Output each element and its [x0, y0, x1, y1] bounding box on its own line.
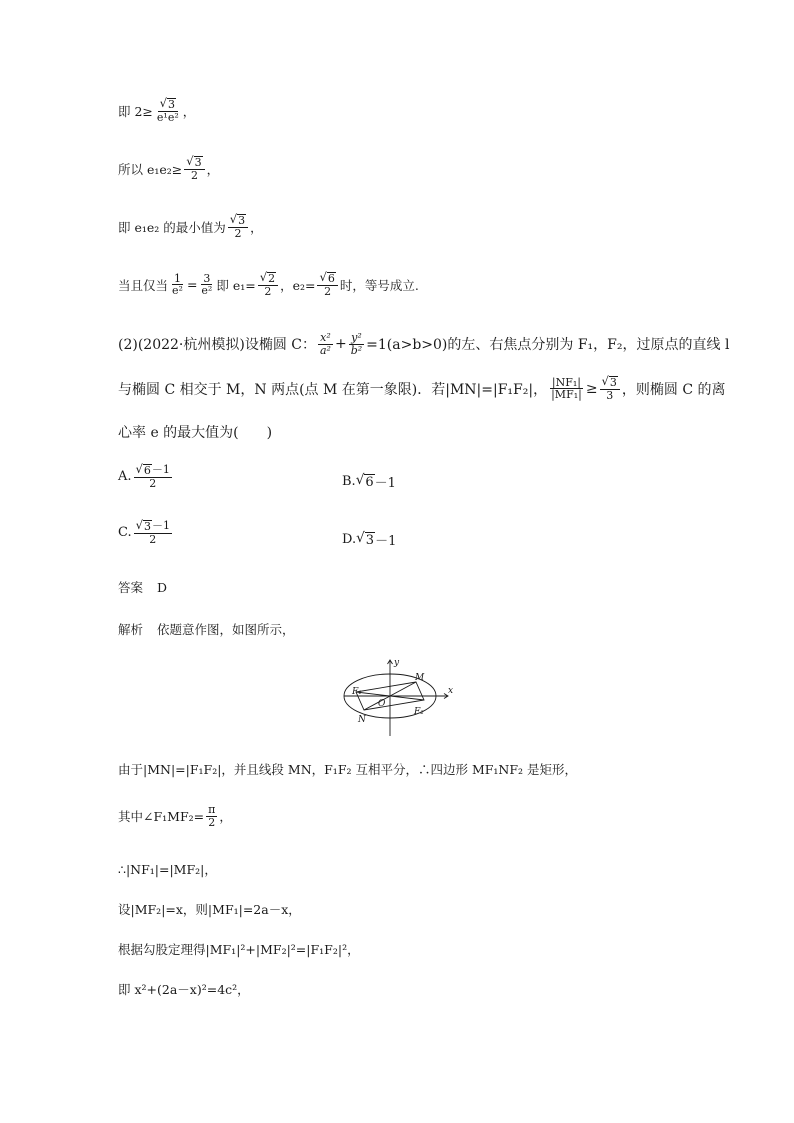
line-2-denominator: 2 — [190, 168, 198, 182]
option-b-label: B. — [342, 474, 356, 489]
solution-line-4 — [118, 272, 419, 297]
solution-step-2 — [118, 804, 232, 828]
solution-step-5 — [118, 940, 360, 958]
line-3-radicand: 3 — [238, 214, 246, 227]
line-4-text-c: ，e₂= — [280, 277, 316, 293]
option-d[interactable]: D. √ 3 －1 — [342, 529, 397, 549]
answer-value: D — [157, 579, 168, 595]
line-3-prefix: 即 e₁e₂ 的最小值为 — [118, 219, 226, 235]
line-4-equals: = — [186, 277, 198, 293]
option-c-label: C. — [118, 525, 132, 541]
solution-line-2 — [118, 156, 219, 181]
question-line-1-text-a: (2)(2022·杭州模拟)设椭圆 C： — [118, 337, 316, 354]
question-fraction-y-den: b² — [350, 343, 363, 357]
line-4-text-a: 当且仅当 — [118, 277, 169, 293]
option-b-rest: －1 — [374, 476, 396, 491]
line-1-fraction: √ 3 e¹e² — [156, 96, 179, 124]
line-3-suffix: ， — [250, 219, 263, 235]
solution-line-1 — [118, 98, 195, 123]
solution-step-2-text-b: ， — [219, 809, 232, 825]
line-3-denominator: 2 — [234, 226, 242, 240]
label-m: M — [415, 673, 425, 683]
label-x: x — [448, 686, 454, 696]
option-c-fraction: √ 3 －1 2 — [135, 518, 170, 546]
line-4-fraction-3-radicand: 2 — [268, 272, 276, 285]
solution-step-4 — [118, 900, 301, 918]
option-d-label: D. — [342, 532, 357, 547]
ellipse-figure — [340, 656, 460, 738]
line-1-radicand: 3 — [168, 98, 175, 111]
line-1-suffix: ， — [182, 103, 196, 119]
option-c-den: 2 — [149, 532, 157, 546]
line-4-fraction-3-den: 2 — [264, 284, 272, 298]
question-sqrt3-radicand: 3 — [609, 376, 617, 389]
option-a-fraction: √ 6 －1 2 — [135, 462, 170, 490]
question-line-3-text: 心率 e 的最大值为( ) — [118, 425, 273, 441]
question-ge: ≥ — [585, 380, 598, 397]
question-fraction-x-num: x² — [320, 331, 331, 344]
analysis-label: 解析 — [118, 622, 144, 637]
option-a[interactable] — [118, 464, 174, 489]
option-d-radicand: 3 — [365, 532, 375, 548]
line-4-fraction-1-num: 1 — [173, 271, 181, 285]
line-2-radicand: 3 — [194, 156, 202, 169]
label-n: N — [358, 715, 366, 725]
question-ratio-num: |NF₁| — [551, 375, 581, 389]
solution-step-3 — [118, 860, 217, 878]
question-line-2-text-a: 与椭圆 C 相交于 M，N 两点(点 M 在第一象限)．若|MN|=|F₁F₂|， — [118, 381, 548, 398]
line-2-fraction: √ 3 2 — [184, 156, 204, 181]
solution-step-2-num: π — [208, 803, 216, 816]
question-line-1 — [118, 332, 729, 356]
label-f1: F₁ — [352, 687, 362, 697]
solution-step-1-text: 由于|MN|=|F₁F₂|，并且线段 MN，F₁F₂ 互相平分，∴四边形 MF₁NF₂ 是矩形， — [118, 762, 578, 777]
solution-step-4-text: 设|MF₂|=x，则|MF₁|=2a－x， — [118, 902, 301, 917]
label-o: O — [378, 699, 386, 709]
question-line-3 — [118, 422, 272, 442]
line-3-fraction: √ 3 2 — [228, 214, 248, 239]
solution-line-3 — [118, 214, 263, 239]
option-d-rest: －1 — [375, 534, 397, 549]
line-2-prefix: 所以 e₁e₂≥ — [118, 161, 183, 177]
option-a-num-rest: －1 — [151, 463, 170, 476]
analysis-text: 依题意作图，如图所示， — [157, 622, 295, 637]
line-4-text-b: 即 e₁= — [216, 277, 256, 293]
question-fraction-y — [349, 332, 364, 356]
solution-step-1 — [118, 760, 577, 778]
line-4-fraction-2-num: 3 — [203, 271, 211, 285]
line-4-fraction-4-radicand: 6 — [327, 272, 335, 285]
line-4-fraction-2 — [199, 273, 214, 297]
question-line-2-text-b: ，则椭圆 C 的离 — [621, 381, 726, 398]
question-plus: + — [334, 336, 347, 353]
question-ratio-fraction — [549, 377, 584, 401]
question-fraction-x-den: a² — [320, 343, 331, 357]
question-line-1-text-b: =1(a>b>0)的左、右焦点分别为 F₁，F₂，过原点的直线 l — [366, 337, 730, 354]
answer-line — [118, 578, 167, 596]
label-y: y — [394, 658, 400, 668]
line-2-suffix: ， — [206, 161, 220, 177]
solution-step-6 — [118, 980, 250, 998]
line-1-denominator: e¹e² — [156, 110, 179, 124]
line-4-fraction-1-den: e² — [172, 284, 183, 298]
solution-step-2-fraction — [206, 804, 217, 828]
question-sqrt3-den: 3 — [606, 388, 614, 402]
solution-step-3-text: ∴|NF₁|=|MF₂|， — [118, 862, 217, 877]
answer-label: 答案 — [118, 580, 144, 595]
line-4-fraction-4: √ 6 2 — [317, 272, 337, 297]
question-fraction-y-num: y² — [351, 331, 362, 344]
line-4-fraction-2-den: e² — [201, 284, 213, 298]
option-a-radicand: 6 — [143, 464, 151, 477]
option-a-label: A. — [118, 469, 132, 485]
option-c-radicand: 3 — [143, 520, 151, 533]
line-4-fraction-3: √ 2 2 — [258, 272, 278, 297]
analysis-line — [118, 620, 295, 638]
question-sqrt3-fraction: √ 3 3 — [600, 376, 620, 401]
solution-step-2-den: 2 — [208, 815, 216, 829]
question-fraction-x — [318, 332, 333, 356]
question-line-2 — [118, 376, 726, 401]
option-c-num-rest: －1 — [151, 519, 170, 532]
option-b-radicand: 6 — [365, 474, 374, 490]
option-c[interactable] — [118, 520, 174, 545]
option-a-den: 2 — [149, 476, 157, 490]
solution-step-6-text: 即 x²+(2a－x)²=4c²， — [118, 982, 250, 997]
line-4-fraction-4-den: 2 — [324, 284, 332, 298]
line-1-prefix: 即 2≥ — [118, 103, 153, 119]
line-4-fraction-1 — [170, 273, 185, 297]
option-b[interactable]: B. √ 6 －1 — [342, 471, 396, 491]
label-f2: F₂ — [414, 707, 424, 717]
solution-step-5-text: 根据勾股定理得|MF₁|²+|MF₂|²=|F₁F₂|²， — [118, 942, 360, 957]
solution-step-2-text-a: 其中∠F₁MF₂= — [118, 809, 205, 825]
question-ratio-den: |MF₁| — [551, 388, 582, 402]
line-4-text-d: 时，等号成立. — [339, 277, 419, 293]
